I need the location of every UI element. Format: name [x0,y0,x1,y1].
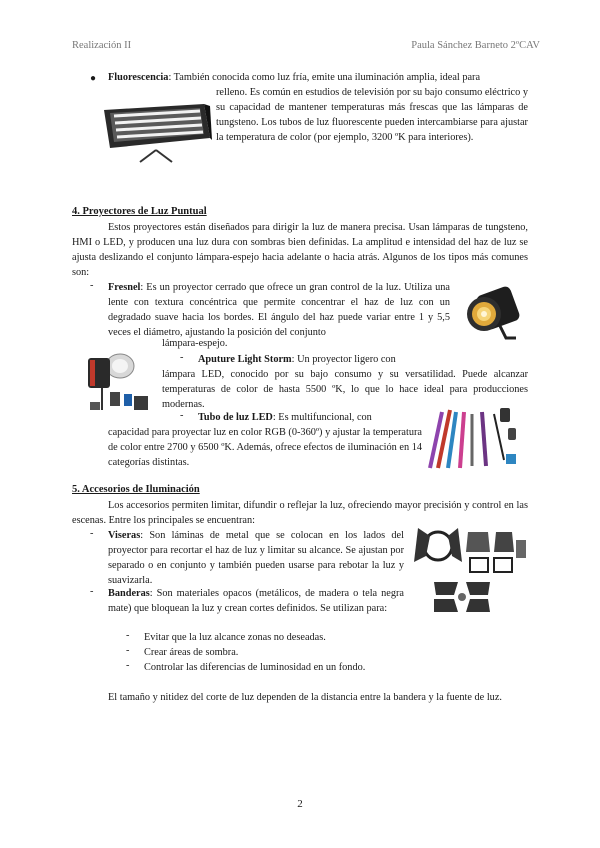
viseras-term: Viseras [108,530,141,541]
viseras-text: : Son láminas de metal que se colocan en los lados del proyector para recortar el haz de luz y limitar su alcance. Se ajustan por separado o en conjunto y también pueden usarse para rebotar la luz y suavizarla. [108,530,404,586]
list-dash: - [180,410,184,421]
section4-heading: 4. Proyectores de Luz Puntual [72,206,207,217]
flags-image [432,580,492,614]
fresnel-light-image [460,282,526,344]
fluorescencia-line1 [108,70,528,85]
tubo-term: Tubo de luz LED [198,412,273,423]
list-dash: - [126,645,130,656]
tubo-text: : Es multifuncional, con [272,412,372,423]
banderas-text: : Son materiales opacos (metálicos, de madera o tela negra mate) que bloquean la luz y crean cortes definidos. Se utilizan para: [108,588,404,614]
section5-heading: 5. Accesorios de Iluminación [72,484,200,495]
list-dash: - [126,630,130,641]
list-dash: - [90,280,94,291]
fluorescencia-term: Fluorescencia [108,72,169,83]
tubo-description: capacidad para proyectar luz en color RGB (0-360º) y ajustar la temperatura de color entre 2700 y 6500 ºK. Además, ofrece efectos de iluminación en 14 categorías distintas. [108,427,422,468]
fluorescencia-description: relleno. Es común en estudios de televisión por su bajo consumo eléctrico y su capacidad de mantener temperaturas más frescas que las lámparas de tungsteno. Los tubos de luz fluorescente pueden intercambiarse para ajustar la temperatura de color (por ejemplo, 3200 ºK para interiores). [216,87,528,143]
aputure-term: Aputure Light Storm [198,354,292,365]
aputure-text: : Un proyector ligero con [291,354,396,365]
header-author: Paula Sánchez Barneto 2ºCAV [411,40,540,51]
fluorescent-light-image [100,100,212,164]
list-dash: - [180,352,184,363]
banderas-use-1: Evitar que la luz alcance zonas no deseadas. [144,632,326,643]
fresnel-last-line: lámpara-espejo. [162,338,228,349]
banderas-use-2: Crear áreas de sombra. [144,647,239,658]
closing-paragraph: El tamaño y nitidez del corte de luz dependen de la distancia entre la bandera y la fuente de luz. [108,692,502,703]
led-tube-image [424,404,528,472]
list-dash: - [90,586,94,597]
section5-intro: Los accesorios permiten limitar, difundir o reflejar la luz, ofreciendo mayor precisión y control en las escenas. Entre los principales se encuentran: [72,500,528,526]
fresnel-text: : Es un proyector cerrado que ofrece un gran control de la luz. Utiliza una lente con textura concéntrica que permite concentrar el haz de luz con un degradado suave hacia los bordes. El ángulo del haz puede variar entre 1 y 5,5 veces el diámetro, ajustando la posición del conjunto [108,282,450,338]
section4-intro: Estos proyectores están diseñados para dirigir la luz de manera precisa. Usan lámparas de tungsteno, HMI o LED, y producen una luz dura con sombras bien definidas. La amplitud e intensidad del haz de luz se ajusta deslizando el conjunto lámpara-espejo hacia adelante o hacia atrás. Algunos de los tipos más comunes son: [72,222,528,278]
list-dash: - [126,660,130,671]
banderas-item [108,586,404,616]
barn-doors-image [412,522,528,578]
fresnel-item [108,280,450,340]
page-number: 2 [297,798,303,810]
tubo-item [198,410,422,425]
banderas-use-3: Controlar las diferencias de luminosidad en un fondo. [144,662,366,673]
viseras-item [108,528,404,588]
aputure-item [198,352,450,367]
list-dash: - [90,528,94,539]
fluorescencia-line1-text: : También conocida como luz fría, emite una iluminación amplia, ideal para [168,72,481,83]
fresnel-term: Fresnel [108,282,141,293]
aputure-description: lámpara LED, conocido por su bajo consumo y su versatilidad. Puede alcanzar temperaturas de color de hasta 5500 ºK, lo que lo hace ideal para producciones modernas. [162,369,528,410]
bullet-icon: ● [90,73,97,84]
header-course: Realización II [72,40,132,51]
banderas-term: Banderas [108,588,150,599]
aputure-light-image [84,348,152,416]
